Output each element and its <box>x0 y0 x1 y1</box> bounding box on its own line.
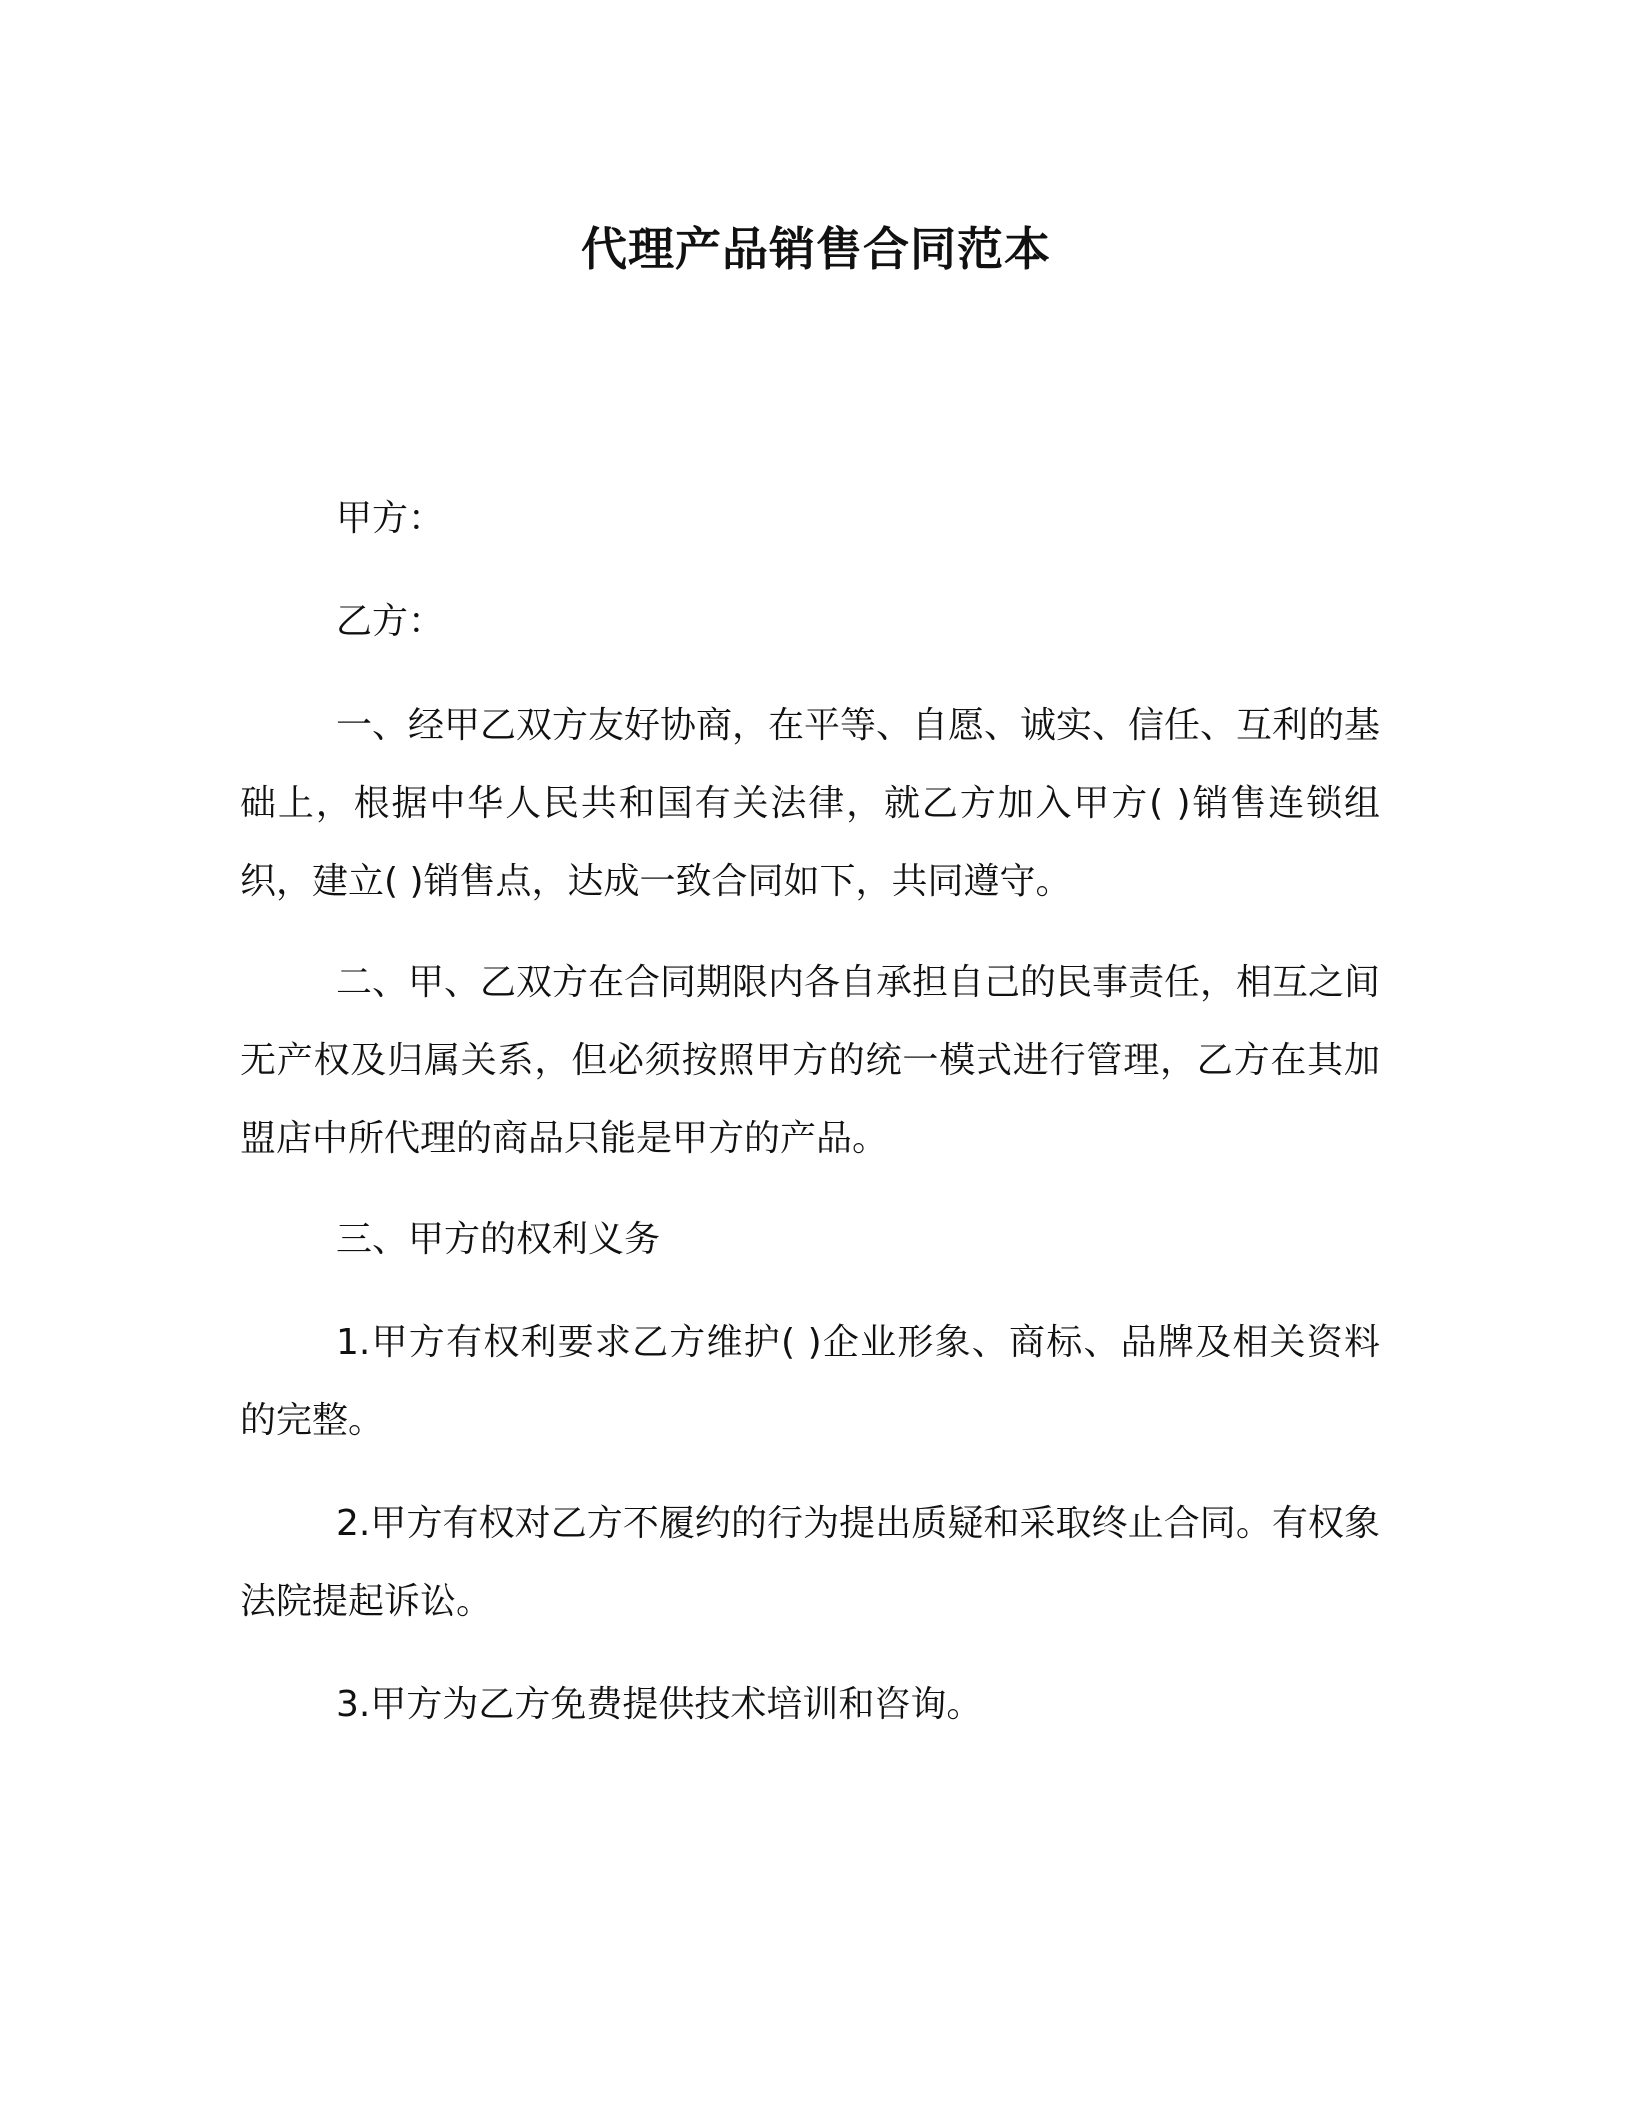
clause-3-heading: 三、甲方的权利义务 <box>336 1219 661 1260</box>
clause-3-item-3: 3.甲方为乙方免费提供技术培训和咨询。 <box>336 1684 983 1725</box>
party-b-line: 乙方： <box>336 601 445 642</box>
clause-2-paragraph: 二、甲、乙双方在合同期限内各自承担自己的民事责任，相互之间无产权及归属关系，但必须按照甲方的统一模式进行管理，乙方在其加盟店中所代理的商品只能是甲方的产品。 <box>240 962 1381 1159</box>
clause-1-paragraph: 一、经甲乙双方友好协商，在平等、自愿、诚实、信任、互利的基础上，根据中华人民共和国有关法律，就乙方加入甲方( )销售连锁组织，建立( )销售点，达成一致合同如下，共同遵守。 <box>240 705 1381 902</box>
document-title: 代理产品销售合同范本 <box>581 222 1051 276</box>
party-a-line: 甲方： <box>336 498 445 539</box>
clause-3-item-1: 1.甲方有权利要求乙方维护( )企业形象、商标、品牌及相关资料的完整。 <box>240 1322 1380 1441</box>
clause-3-item-2: 2.甲方有权对乙方不履约的行为提出质疑和采取终止合同。有权象法院提起诉讼。 <box>240 1503 1380 1622</box>
